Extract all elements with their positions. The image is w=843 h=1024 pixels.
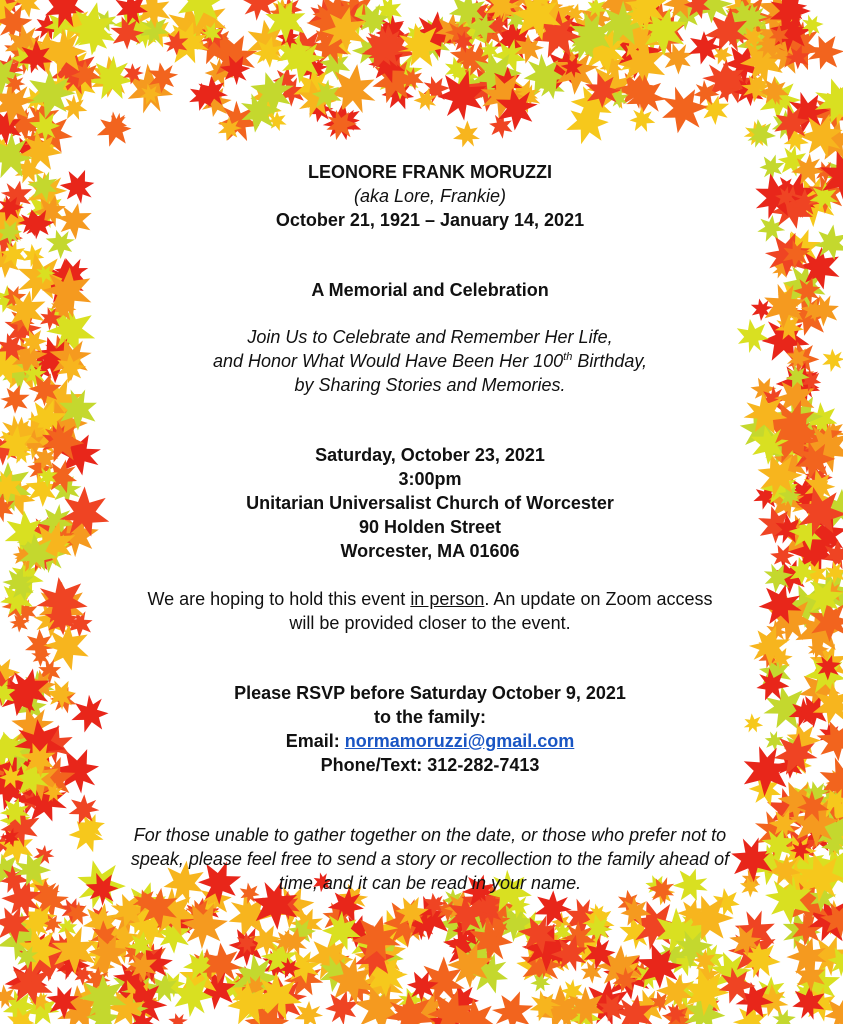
email-link[interactable]: normamoruzzi@gmail.com xyxy=(344,731,575,751)
notice-before: We are hoping to hold this event xyxy=(147,589,411,609)
leaf-icon xyxy=(626,104,658,137)
ordinal-suffix: th xyxy=(563,351,573,363)
invite-line-2-after: Birthday, xyxy=(572,351,648,371)
invitation-content xyxy=(80,160,780,895)
event-venue: Unitarian Universalist Church of Worcester xyxy=(246,493,614,513)
leaf-icon xyxy=(489,988,539,1024)
leaf-icon xyxy=(741,114,781,154)
notice-line-1 xyxy=(80,587,780,611)
closing-note xyxy=(80,823,780,895)
invite-line-3: by Sharing Stories and Memories. xyxy=(294,375,566,395)
rsvp-block xyxy=(80,681,780,777)
invite-line-1: Join Us to Celebrate and Remember Her Life, xyxy=(247,327,613,347)
event-details xyxy=(80,443,780,563)
leaf-icon xyxy=(94,109,135,152)
in-person-text: in person xyxy=(410,589,485,609)
event-city: Worcester, MA 01606 xyxy=(340,541,520,561)
leaf-icon xyxy=(59,92,90,124)
memorial-title: A Memorial and Celebration xyxy=(311,280,549,300)
invite-text xyxy=(80,325,780,397)
event-street: 90 Holden Street xyxy=(358,517,502,537)
leaf-icon xyxy=(448,116,485,153)
leaf-icon xyxy=(165,1009,192,1024)
notice-line-2: will be provided closer to the event. xyxy=(289,613,571,633)
notice-after: . An update on Zoom access xyxy=(484,589,713,609)
email-label: Email: xyxy=(285,731,345,751)
leaf-icon xyxy=(818,346,843,375)
leaf-icon xyxy=(0,382,34,417)
invite-line-2-before: and Honor What Would Have Been Her 100 xyxy=(212,351,564,371)
life-dates: October 21, 1921 – January 14, 2021 xyxy=(275,210,585,230)
event-time: 3:00pm xyxy=(398,469,462,489)
attendance-notice xyxy=(80,587,780,635)
closing-line-3: time, and it can be read in your name. xyxy=(278,873,582,893)
rsvp-email-line xyxy=(80,729,780,753)
aka-line: (aka Lore, Frankie) xyxy=(353,186,507,206)
rsvp-phone: Phone/Text: 312-282-7413 xyxy=(320,755,540,775)
invite-line-2 xyxy=(80,349,780,373)
rsvp-line-1: Please RSVP before Saturday October 9, 2021 xyxy=(234,683,626,703)
rsvp-line-2: to the family: xyxy=(373,707,486,727)
name-heading: LEONORE FRANK MORUZZI xyxy=(308,162,552,182)
event-date: Saturday, October 23, 2021 xyxy=(315,445,545,465)
closing-line-2: speak, please feel free to send a story or recollection to the family ahead of xyxy=(130,849,730,869)
closing-line-1: For those unable to gather together on the date, or those who prefer not to xyxy=(133,825,727,845)
